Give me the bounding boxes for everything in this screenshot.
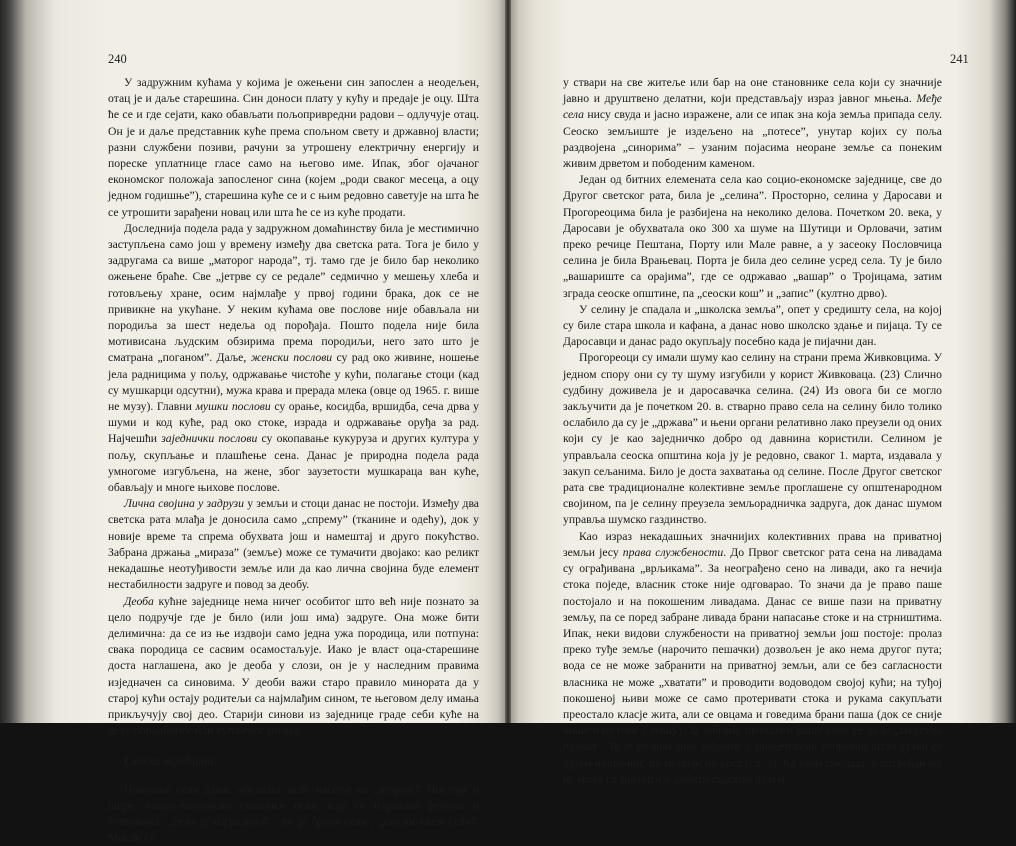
text-run: су рад око живине, ношење јела радницима у пољу, одржавање чистоће у кући, полагање стоци (кад су мушкарци одсутни), мужа крава и прерада млека (овце од 1965. г. више не музу). Главни xyxy=(108,351,479,414)
italic-term: Деоба xyxy=(124,594,154,608)
italic-term: Лична својина у задрузи xyxy=(124,497,244,511)
text-run: У селину је спадала и „школска земља”, опет у средишту села, на којој су биле стара школа и кафана, а данас ново школско здање и пијаца. Ту се Даросавци и данас радо окупљају посебно када је пијачни дан. xyxy=(563,302,942,349)
right-paragraphs xyxy=(563,75,942,788)
text-run: у земљи и стоци данас не постоји. Између два светска рата млађа је доносила само „спрему” (тканине и одећу), док у новије време та спрема обухвата још и намештај и друго покућство. Забрана држања „мираза” (земље) може се тумачити двојако: као реликт некадашње неотуђивости земље или да као лична својина буде елемент нестабилности задруге и повод за деобу. xyxy=(108,497,479,592)
paragraph xyxy=(563,529,942,788)
text-run: Поимање села данас обухвата цело насеље са „атаром.” Постоји и шире, социо-економско схватање села, које се изражава речима и ставовима: „село је изградило”, „то је брига села”, „служи свем селу”. Мисли се xyxy=(108,782,479,845)
paragraph xyxy=(563,302,942,351)
paragraph xyxy=(108,496,479,593)
text-run: . До Првог светског рата сена на ливадама су ограђивана „врљикама”. За неограђено сено на ливади, ако га нечија стока поједе, власник стоке није одговарао. То значи да је право паше постојало и на покошеним ливадама. Данас се више пази на приватну земљу, па се поред забране ливада брани напасање стоке и на стрништима. Ипак, неки видови службености на приватној земљи још постоје: пролаз преко туђе земље (нарочито пешачки) дозвољен је ако нема другог пута; вода се не може забранити на приватној земљи, али се без сагласности власника не може „хватати” и проводити водоводом својој кући; на туђој покошеној њиви може се само протеривати стока и рукама сакупљати преостало класје жита, али се овцама и говедима брани паша (док се сније више и не гоне у пашу). За забрану пролаза и паше каже се да је „закрстио пролаз”. То је правни знак забране: у процепљени усправни штап стави се други попречни, па то личи на крст (сл. 3). Ко нема пролаза, а потребан му је, може га тражити и добити судским путем. xyxy=(563,545,942,786)
paragraph xyxy=(563,172,942,302)
text-run: Доследнија подела рада у задружном домаћинству била је местимично заступљена само још у времену између два светска рата. Тога је било у задругама са више „матoрог народа”, тј. тамо где је било бар неколико ожењене браће. Све „јетрве су се редале” седмично у мешењу хлеба и готовљењу хране, осим најмлађе у првој години брака, док се не привикне на укућане. У неким кућама ове послове није обављала ни породиља за шест недеља од порођаја. Пошто подела није била мотивисана људским обзирима према породиљи, него зато што је сматрана „поганом”. Даље, xyxy=(108,221,479,365)
page-number-right: 241 xyxy=(950,52,969,66)
text-run: Један од битних елемената села као социо-економске заједнице, све до Другог светског рата, била је „селина”. Просторно, селина у Даросави и Прогореоцима била је разбијена на неколико делова. Почетком 20. века, у Даросави је обухватала око 300 ха шуме на Шутици и Орловачи, затим преко речице Пештана, Порту или Мале равне, а у засеоку Пословчица селина је била Врањевац. Порта је била део селине усред села. Ту је било „вашариште са орајима”, где се одржавао „вашар” о Тројицама, затим зграда сеоске општине, па „сеоски кош” и „запис” (култно дрво). xyxy=(563,173,942,300)
paragraph xyxy=(108,75,479,221)
paragraph xyxy=(108,782,479,846)
section-heading: Сеоска заједница xyxy=(124,754,214,769)
paragraph xyxy=(563,350,942,528)
italic-term: заједнички послови xyxy=(161,432,258,446)
right-page-text xyxy=(563,75,942,788)
text-run: кућне заједнице нема ничег особитог што већ није познато за цело подручје где је било (или још има) задруге. Она може бити делимична: да се из ње издвоји само једна ужа породица, или потпуна: свака породица се сасвим осамостаљује. Иако је власт оца-старешине доста наглашена, ако је деоба у слози, он је у наследним правима изједначен са синовима. У деоби важи старо правило минората да у старој кући остају родитељи са најмлађим сином, те његовом делу имања прикључују свој део. Старији синови из заједнице граде себи куће на делу породичног или купљеног имања. xyxy=(108,594,479,738)
page-number-left: 240 xyxy=(108,52,127,66)
left-after-heading xyxy=(108,782,479,846)
text-run: су орање, косидба, вршидба, сеча дрва у шуми и код куће, рад око стоке, израда и одржавање оруђа за рад. Најчешћи xyxy=(108,400,480,446)
left-page-text xyxy=(108,75,479,846)
italic-term: мушки послови xyxy=(195,400,271,414)
left-paragraphs xyxy=(108,75,479,739)
italic-term: Међе села xyxy=(563,92,942,122)
text-run: У задружним кућама у којима је ожењени син запослен а неодељен, отац је и даље старешина. Син доноси плату у кућу и предаје је оцу. Шта ће се и где сејати, како обављати пољопривредни радови – одлучује отац. Он је и даље представник куће према спољном свету и државној власти; разни службени позиви, рачуни за утрошену електричну енергију и пореске уплатнице гласе само на његово име. Ипак, због ојачаног економског положаја запосленог сина (којем „роди сваког месеца, а оцу једном годишње”), старешина куће се и с њим редовно саветује на шта ће се утрошити зарађени новац или шта ће се из куће продати. xyxy=(108,76,479,219)
text-run: Као израз некадашњих значнијих колективних права на приватној земљи јесу xyxy=(563,529,942,559)
left-page xyxy=(0,0,505,845)
text-run: су окопавање кукуруза и других култура у пољу, скупљање и плашћење сена. Данас је природна подела рада умногоме изгубљена, на жене, због заузетости мушкараца ван куће, обављају и многе њихове послове. xyxy=(108,432,479,495)
italic-term: женски послови xyxy=(250,351,333,365)
paragraph xyxy=(108,221,479,496)
italic-term: права службености xyxy=(622,545,724,559)
paragraph xyxy=(563,75,942,172)
paragraph xyxy=(108,594,479,740)
text-run: Прогореоци су имали шуму као селину на страни према Живковцима. У једном спору они су ту шуму изгубили у корист Живковаца. (23) Слично судбину доживела је и даросавачка селина. (24) Из овога би се могло закључити да је почетком 20. в. стварно право села на селину било толико ослабило да су је „држава” и њени органи релативно лако преузели од оних који су је као заједничко добро од давнина користили. Селином је управљала сеоска општина која ју је редовно, сваког 1. марта, издавала у закуп сељанима. Било је доста захватања од селине. После Другог светског рата све традиционалне колективне земље проглашене су општенародном својином, па је селину преузела земљорадничка задруга, док данас шумом управља шумско газдинство. xyxy=(563,351,942,527)
text-run: у ствари на све житеље или бар на оне становнике села који су значније јавно и друштвено делатни, који представљају израз јавног мњења. xyxy=(563,76,942,106)
right-page xyxy=(511,0,1016,786)
text-run: нису свуда и јасно изражене, али се ипак зна која земља припада селу. Сеоско земљиште је издељено на „потесе”, унутар којих су поља раздвојена „синорима” – узаним појасима неоране земље са понеким живим дрветом и пободеним каменом. xyxy=(563,108,942,171)
